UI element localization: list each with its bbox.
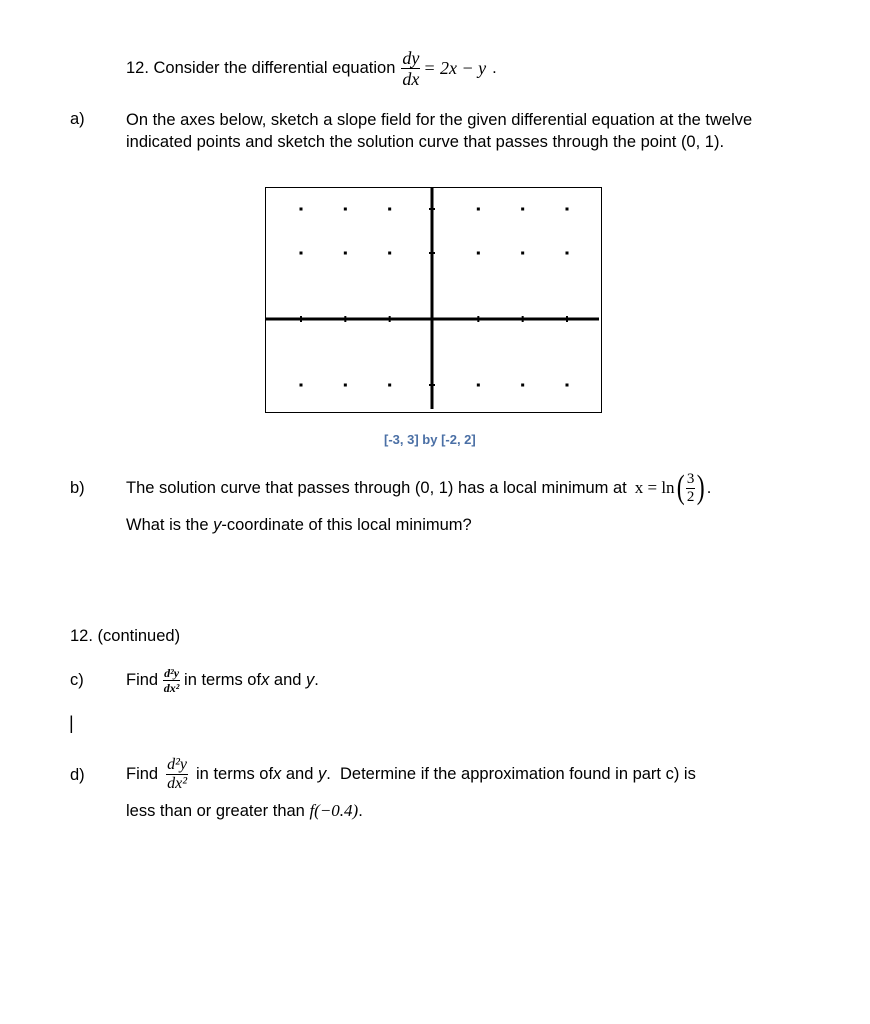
slope-field-point	[477, 252, 480, 255]
slope-field-point	[344, 384, 347, 387]
question-header: 12. Consider the differential equation $\frac{dy}{dx}$ = 2x − y .	[126, 47, 497, 89]
slope-field-point	[566, 384, 569, 387]
part-a-text: On the axes below, sketch a slope field for the given differential equation at the twelve indicated points and sketch the solution curve that passes through the point (0, 1).	[126, 111, 753, 151]
part-b-x-ln: x = ln	[634, 478, 675, 497]
part-b-question: What is the y-coordinate of this local minimum?	[126, 516, 472, 534]
slope-field-point	[300, 208, 303, 211]
part-d-line1: Find $\frac{\text{d²y}}{\text{dx²}}$ in terms of x and y . Determine if the approximation found in part c) is	[126, 755, 696, 792]
part-d-label: d)	[70, 766, 85, 784]
slope-field-point	[566, 208, 569, 211]
text-cursor: |	[69, 713, 74, 733]
part-b-label: b)	[70, 479, 85, 497]
slope-field-point	[521, 384, 524, 387]
part-b-fraction: $\frac{3}{2}$	[686, 470, 695, 505]
slope-field-point	[344, 208, 347, 211]
slope-field-point	[521, 208, 524, 211]
part-c-label: c)	[70, 671, 84, 689]
part-a-label: a)	[70, 110, 85, 128]
slope-field-point	[477, 384, 480, 387]
part-d-line2: less than or greater than f(−0.4).	[126, 801, 363, 820]
question-prompt: 12. Consider the differential equation	[126, 58, 396, 77]
part-b-line1: The solution curve that passes through (0, 1) has a local minimum at x = ln ( $\frac{3}{2}$ ) .	[126, 469, 712, 506]
slope-field-point	[521, 252, 524, 255]
slope-field-point	[388, 384, 391, 387]
part-c-line: Find $\frac{\text{d²y}}{\text{dx²}}$ in terms of x and y .	[126, 665, 319, 695]
part-d-second-derivative: $\frac{\text{d²y}}{\text{dx²}}$	[167, 755, 188, 792]
slope-field-point	[300, 252, 303, 255]
slope-field-point	[388, 252, 391, 255]
continued-heading: 12. (continued)	[70, 627, 181, 645]
part-b-text: The solution curve that passes through (0, 1) has a local minimum at	[126, 478, 627, 497]
derivative-fraction: $\frac{dy}{dx}$	[402, 47, 420, 89]
slope-field-point	[344, 252, 347, 255]
slope-field-point	[477, 208, 480, 211]
part-c-second-derivative: $\frac{\text{d²y}}{\text{dx²}}$	[163, 665, 180, 695]
slope-field-point	[300, 384, 303, 387]
slope-field-graph	[265, 187, 602, 414]
slope-field-point	[566, 252, 569, 255]
equation-rhs: = 2x − y	[423, 57, 487, 78]
graph-caption: [-3, 3] by [-2, 2]	[384, 432, 476, 447]
slope-field-point	[388, 208, 391, 211]
